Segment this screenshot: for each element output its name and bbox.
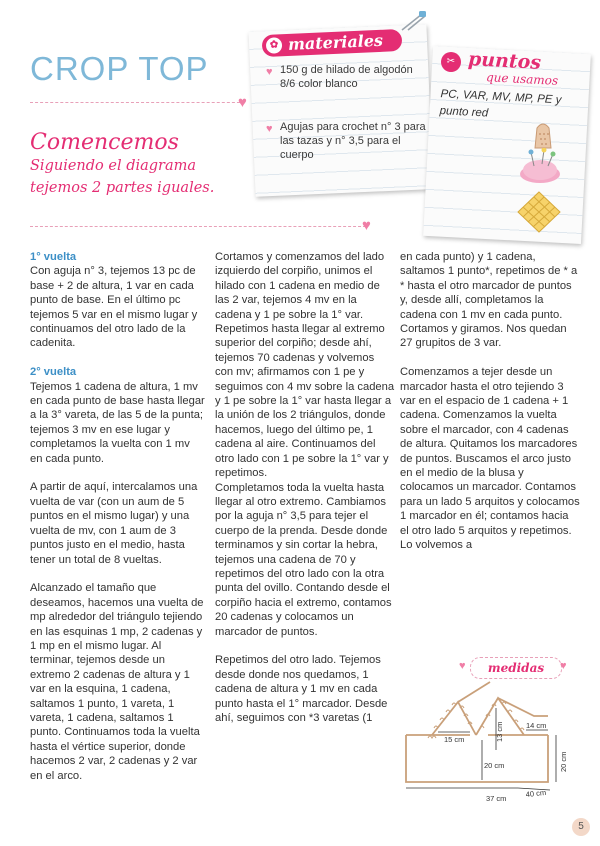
heart-icon: ♥ (459, 660, 466, 672)
instruction-paragraph: Tejemos 1 cadena de altura, 1 mv en cada punto de base hasta llegar a la 3° vareta, de las 5 de la punta; tejemos 3 mv en ese lugar y completamos la vuelta con 1 mv en cada punto. (30, 380, 205, 465)
heart-icon: ♥ (266, 66, 273, 78)
page-number: 5 (572, 818, 590, 836)
dimension-label: 13 cm (495, 721, 504, 742)
page-title: CROP TOP (30, 50, 209, 87)
instruction-paragraph: A partir de aquí, intercalamos una vuelta de var (con un aum de 5 puntos en el mismo lugar) y una vuelta de mv, con 1 aum de 3 puntos justo en el medio, hasta tener un total de 8 vueltas. (30, 481, 198, 566)
heart-icon: ♥ (266, 123, 273, 135)
materials-title-text: materiales (287, 30, 384, 54)
heart-icon: ♥ (362, 217, 371, 234)
yarn-icon: ✿ (266, 37, 283, 54)
dimension-label: 20 cm (484, 761, 505, 770)
instruction-paragraph: en cada punto) y 1 cadena, saltamos 1 punto*, repetimos de * a * hasta el otro marcador de puntos y, desde allí, completamos la cadena con 1 mv en cada punto. Cortamos y giramos. Nos quedan 27 grupitos de 3 var. (400, 251, 578, 350)
section-subtitle: Siguiendo el diagrama tejemos 2 partes iguales. (30, 158, 215, 196)
round-heading: 2° vuelta (30, 366, 77, 379)
garment-outline (406, 682, 548, 782)
instructions-column-3 (400, 250, 580, 567)
title-divider (30, 102, 245, 103)
dimension-label: 20 cm (559, 751, 568, 772)
instruction-paragraph: Con aguja n° 3, tejemos 13 pc de base + 2 de altura, 1 var en cada punto de base. En el último pc tejemos 5 var en el mismo lugar y continuamos del otro lado de la cadenita. (30, 265, 198, 350)
dimension-label: 40 cm (525, 787, 547, 799)
crochet-swatch-icon (516, 190, 562, 234)
measurements-label: medidas (470, 657, 562, 679)
dimension-label: 15 cm (444, 735, 465, 744)
heart-icon: ♥ (560, 660, 567, 672)
instruction-paragraph: Comenzamos a tejer desde un marcador hasta el otro tejiendo 3 var en el espacio de 1 cadena + 1 cadena. Comenzamos la vuelta sobre el marcador, con 4 cadenas de altura. Quitamos los marcadores de puntos. Buscamos el arco justo en el medio de la blusa y colocamos un marcador. Contamos para un lado 5 arquitos y colocamos 1 marcador en él; contamos hacia el otro lado 5 arquitos y repetimos. Lo volvemos a (400, 366, 580, 552)
section-heading: Comencemos (30, 130, 179, 155)
round-heading: 1° vuelta (30, 251, 77, 263)
stitches-title: puntos (467, 48, 542, 74)
pincushion-icon (516, 148, 564, 186)
instruction-paragraph: Completamos toda la vuelta hasta llegar al otro extremo. Cambiamos por la aguja n° 3,5 para tejer el cuerpo de la prenda. Desde donde terminamos y sin cortar la hebra, tejemos una cadena de 70 y repetimos del otro lado con la otra punta del ovillo. Contando desde el corpiño hacia el extremo, contamos 20 cadenas y colocamos un marcador de puntos. (215, 481, 392, 638)
dimension-label: 37 cm (486, 794, 507, 803)
instruction-paragraph: Alcanzado el tamaño que deseamos, hacemos una vuelta de mp alrededor del triángulo tejiendo en las esquinas 1 mp, 2 cadenas y 1 mp en el mismo lugar. Al terminar, tejemos desde un extremo 2 cadenas de altura y 1 var en la esquina, 1 cadena, saltamos 1 punto, 1 vareta, 1 vareta, 1 cadena, saltamos 1 punto. Continuamos toda la vuelta hasta el vértice superior, donde hacemos 2 var, 2 cadenas y 2 var en el arco. (30, 582, 204, 782)
materials-item: 150 g de hilado de algodón 8/6 color blanco (280, 64, 413, 90)
instructions-column-2 (215, 250, 395, 740)
intro-divider (30, 226, 366, 227)
thimble-icon (530, 120, 556, 150)
crop-top-diagram (398, 680, 588, 810)
instructions-column-1 (30, 250, 205, 797)
instruction-paragraph: Repetimos del otro lado. Tejemos desde donde nos quedamos, 1 cadena de altura y 1 mv en cada punto hasta el 1° marcador. Desde ahí, seguimos con *3 varetas (1 (215, 654, 388, 724)
heart-icon: ♥ (238, 94, 247, 111)
materials-item: Agujas para crochet n° 3 para las tazas y n° 3,5 para el cuerpo (280, 121, 426, 161)
safety-pin-icon (400, 10, 428, 32)
stitch-badge-icon: ✂ (441, 52, 461, 72)
stitches-subtitle: que usamos (485, 70, 559, 88)
dimension-label: 14 cm (526, 721, 547, 730)
instruction-paragraph: Cortamos y comenzamos del lado izquierdo del corpiño, unimos el hilado con 1 cadena en medio de las 2 var, tejemos 4 mv en la cadena y 1 pe sobre la 1° var. Repetimos hasta llegar al extremo superior del corpiño; desde ahí, tejemos 70 cadenas y volvemos con mv; afirmamos con 1 pe y seguimos con 4 mv sobre la cadena y 1 pe sobre la 1° var hasta llegar a la unión de los 2 triángulos, donde hacemos, luego del último pe, 1 cadena al aire. Continuamos del otro lado con 1 pe sobre la 1° var y repetimos. (215, 251, 395, 480)
scallop-edging (428, 702, 524, 738)
stitches-list: PC, VAR, MV, MP, PE y punto red (439, 88, 562, 120)
